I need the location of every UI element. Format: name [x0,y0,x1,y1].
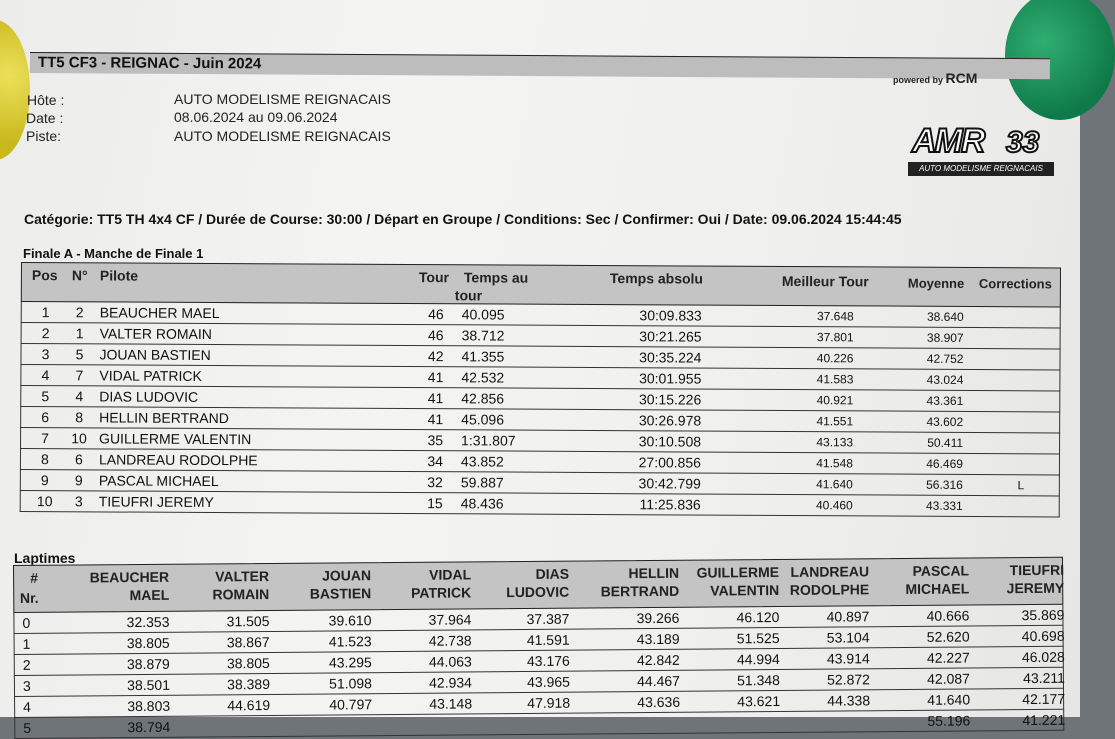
laptime-driver-second: MAEL [74,587,169,605]
laptime-cell: 41.221 [970,712,1065,729]
laptime-cell [377,716,472,717]
result-cell-num: 6 [65,451,93,467]
laptime-cell: 39.266 [584,610,679,627]
laptime-driver-second: RODOLPHE [774,581,869,599]
laptime-driver-first: DIAS [474,566,569,584]
result-cell-pos: 3 [35,346,55,362]
laptime-lap-number: 4 [23,699,37,715]
laptime-cell: 52.620 [875,628,970,645]
laptime-cell: 43.211 [970,670,1065,687]
laptime-lap-number: 1 [23,636,37,652]
laptime-cell: 42.934 [377,674,472,691]
laptime-driver-first: JOUAN [276,567,371,585]
results-table-header [21,262,1061,307]
laptime-cell: 44.467 [585,673,680,690]
result-cell-tour: 41 [411,411,443,427]
result-cell-pilot: JOUAN BASTIEN [99,346,359,363]
result-cell-pos: 4 [35,367,55,383]
laptime-cell: 46.028 [970,649,1065,666]
laptime-driver-first: TIEUFRI [969,562,1064,580]
laptimes-table-header [13,557,1063,613]
result-cell-lap: 42.856 [461,390,531,406]
result-cell-num: 8 [65,409,93,425]
laptime-cell: 43.965 [475,674,570,691]
laptime-cell [585,715,680,716]
result-cell-pilot: DIAS LUDOVIC [99,388,359,405]
col-num: N° [72,267,88,283]
laptime-cell: 51.098 [277,675,372,692]
laptime-cell: 38.794 [75,719,170,736]
laptime-cell: 40.797 [277,696,372,713]
laptime-cell: 42.227 [875,649,970,666]
result-cell-avg: 43.602 [891,415,963,429]
laptime-driver-first: VALTER [174,568,269,586]
result-cell-pilot: BEAUCHER MAEL [100,304,360,321]
result-cell-tour: 35 [411,432,443,448]
result-cell-best: 40.921 [781,393,853,407]
host-label: Hôte : [27,92,64,108]
laptime-cell: 44.619 [175,697,270,714]
track-label: Piste: [26,128,61,144]
result-cell-num: 5 [65,346,93,362]
event-title: TT5 CF3 - REIGNAC - Juin 2024 [30,52,1050,79]
result-cell-tour: 15 [411,495,443,511]
result-cell-abs: 30:42.799 [601,475,701,492]
result-cell-best: 41.548 [781,456,853,470]
col-best: Meilleur Tour [782,273,869,289]
result-cell-lap: 43.852 [461,453,531,469]
result-cell-best: 43.133 [781,435,853,449]
laptime-driver-first: GUILLERME [684,564,779,582]
laptime-cell: 43.636 [585,694,680,711]
result-cell-avg: 56.316 [891,478,963,492]
laptime-cell: 39.610 [276,612,371,629]
laptime-driver-second: BASTIEN [276,585,371,603]
result-cell-lap: 38.712 [462,327,532,343]
laptime-driver-second: ROMAIN [174,586,269,604]
result-cell-pilot: HELLIN BERTRAND [99,409,359,426]
laptime-cell: 38.805 [75,635,170,652]
laptime-cell: 51.348 [685,672,780,689]
laptime-cell [277,717,372,718]
result-cell-pos: 1 [36,304,56,320]
laptime-cell: 40.666 [874,607,969,624]
laptime-cell: 31.505 [174,613,269,630]
laptime-driver-second: BERTRAND [584,583,679,601]
result-cell-abs: 27:00.856 [601,454,701,471]
result-cell-num: 1 [66,325,94,341]
result-cell-abs: 30:10.508 [601,433,701,450]
result-cell-tour: 41 [411,369,443,385]
result-cell-tour: 42 [411,348,443,364]
col-lap-time-line1: Temps au [464,269,528,285]
host-value: AUTO MODELISME REIGNACAIS [174,91,391,107]
laptime-cell: 43.295 [277,654,372,671]
result-cell-avg: 46.469 [891,457,963,471]
laptime-cell: 41.523 [277,633,372,650]
result-cell-pos: 8 [35,451,55,467]
result-row [20,491,1060,517]
result-cell-pilot: VIDAL PATRICK [99,367,359,384]
result-cell-tour: 41 [411,390,443,406]
laptime-driver-first: BEAUCHER [74,569,169,587]
result-cell-lap: 45.096 [461,411,531,427]
laptime-cell: 37.387 [474,611,569,628]
result-cell-pos: 2 [36,325,56,341]
amr-logo: AMR 33 AUTO MODELISME REIGNACAIS [908,122,1058,180]
laptime-cell: 44.994 [685,651,780,668]
laptime-driver-first: VIDAL [376,566,471,584]
result-cell-best: 41.583 [781,372,853,386]
laptime-driver-second: MICHAEL [874,580,969,598]
result-cell-num: 3 [65,493,93,509]
result-cell-lap: 59.887 [461,474,531,490]
laptime-driver-first: LANDREAU [774,563,869,581]
laptime-cell: 42.738 [377,632,472,649]
laptime-cell: 38.879 [75,656,170,673]
result-cell-abs: 30:15.226 [601,391,701,408]
laptime-cell: 43.176 [475,653,570,670]
result-cell-pos: 9 [35,472,55,488]
result-cell-pilot: PASCAL MICHAEL [99,472,359,489]
result-cell-tour: 46 [412,327,444,343]
result-cell-num: 4 [65,388,93,404]
laptime-cell: 44.338 [775,692,870,709]
laptime-cell: 44.063 [377,653,472,670]
race-category-info: Catégorie: TT5 TH 4x4 CF / Durée de Course: 30:00 / Départ en Groupe / Conditions: Sec / Confirmer: Oui / Date: 09.06.2024 15:44:45 [24,211,902,227]
laptime-cell: 47.918 [475,695,570,712]
result-cell-abs: 30:35.224 [601,349,701,366]
result-cell-best: 41.551 [781,414,853,428]
laptime-cell: 53.104 [775,629,870,646]
result-cell-best: 37.648 [782,309,854,323]
laptime-cell: 51.525 [685,630,780,647]
result-cell-abs: 30:21.265 [602,328,702,345]
result-cell-lap: 48.436 [461,495,531,511]
result-cell-avg: 38.907 [892,331,964,345]
result-cell-avg: 43.331 [891,499,963,513]
result-cell-tour: 46 [412,306,444,322]
laptime-cell: 42.842 [585,652,680,669]
laptime-cell: 38.803 [75,698,170,715]
laptime-cell: 41.591 [475,632,570,649]
result-cell-pos: 7 [35,430,55,446]
result-cell-best: 40.460 [781,498,853,512]
laptime-cell: 35.869 [969,607,1064,624]
laptime-cell: 42.087 [875,670,970,687]
result-cell-best: 40.226 [781,351,853,365]
laptime-cell: 38.389 [175,676,270,693]
result-cell-lap: 1:31.807 [461,432,531,448]
laptime-cell: 42.177 [970,691,1065,708]
laptime-cell: 43.148 [377,695,472,712]
result-cell-num: 9 [65,472,93,488]
col-average: Moyenne [908,276,964,291]
result-cell-abs: 30:09.833 [602,307,702,324]
results-title: Finale A - Manche de Finale 1 [23,246,203,261]
laptime-cell [475,716,570,717]
result-cell-pilot: VALTER ROMAIN [100,325,360,342]
laptime-cell [685,714,780,715]
result-cell-pilot: GUILLERME VALENTIN [99,430,359,447]
result-cell-avg: 43.361 [891,394,963,408]
result-cell-pilot: TIEUFRI JEREMY [99,493,359,510]
result-cell-abs: 11:25.836 [601,496,701,513]
laptime-cell: 46.120 [684,609,779,626]
track-value: AUTO MODELISME REIGNACAIS [174,128,391,144]
laptime-cell: 32.353 [74,614,169,631]
col-corrections: Corrections [979,276,1052,291]
laptime-driver-first: HELLIN [584,565,679,583]
laptime-cell: 55.196 [875,712,970,729]
col-pilot: Pilote [100,267,138,283]
laptime-driver-second: PATRICK [376,584,471,602]
laptime-cell: 37.964 [376,611,471,628]
laptime-cell: 43.189 [585,631,680,648]
col-absolute: Temps absolu [610,270,703,286]
laptimes-title: Laptimes [14,550,75,566]
laptime-cell: 40.897 [774,608,869,625]
result-cell-num: 10 [65,430,93,446]
col-lap-time-line2: tour [455,287,482,303]
result-cell-pilot: LANDREAU RODOLPHE [99,451,359,468]
laptime-cell: 52.872 [775,671,870,688]
laptime-lap-number: 2 [23,657,37,673]
col-pos: Pos [32,267,58,283]
laptime-lap-number: 3 [23,678,37,694]
col-tour: Tour [419,269,449,285]
laptime-cell [775,713,870,714]
result-cell-num: 2 [66,304,94,320]
date-value: 08.06.2024 au 09.06.2024 [174,109,338,125]
result-cell-tour: 34 [411,453,443,469]
result-cell-best: 41.640 [781,477,853,491]
laptime-driver-second: JEREMY [969,580,1064,598]
result-cell-tour: 32 [411,474,443,490]
laptime-driver-second: LUDOVIC [474,584,569,602]
result-cell-avg: 38.640 [892,310,964,324]
laptime-lap-number: 0 [22,615,36,631]
laptime-cell: 38.805 [175,655,270,672]
result-cell-lap: 42.532 [461,369,531,385]
result-cell-avg: 43.024 [891,373,963,387]
laptime-cell: 38.867 [175,634,270,651]
laptime-cell: 43.914 [775,650,870,667]
result-cell-lap: 41.355 [461,348,531,364]
col-nr: Nr. [16,590,42,607]
result-cell-pos: 5 [35,388,55,404]
result-cell-abs: 30:26.978 [601,412,701,429]
powered-by: powered by RCM [893,70,977,86]
result-cell-lap: 40.095 [462,306,532,322]
result-cell-avg: 50.411 [891,436,963,450]
laptime-cell: 38.501 [75,677,170,694]
laptime-cell [175,718,270,719]
col-nr-hash: # [24,570,44,587]
laptime-cell: 43.621 [685,693,780,710]
result-cell-abs: 30:01.955 [601,370,701,387]
result-cell-pos: 10 [35,493,55,509]
result-cell-corr: L [1011,478,1031,492]
result-cell-avg: 42.752 [891,352,963,366]
laptime-cell: 40.698 [970,628,1065,645]
result-cell-best: 37.801 [782,330,854,344]
laptime-lap-number: 5 [23,720,37,736]
laptime-driver-second: VALENTIN [684,582,779,600]
date-label: Date : [26,110,63,126]
laptime-cell: 41.640 [875,691,970,708]
result-cell-pos: 6 [35,409,55,425]
result-cell-num: 7 [65,367,93,383]
laptime-driver-first: PASCAL [874,562,969,580]
